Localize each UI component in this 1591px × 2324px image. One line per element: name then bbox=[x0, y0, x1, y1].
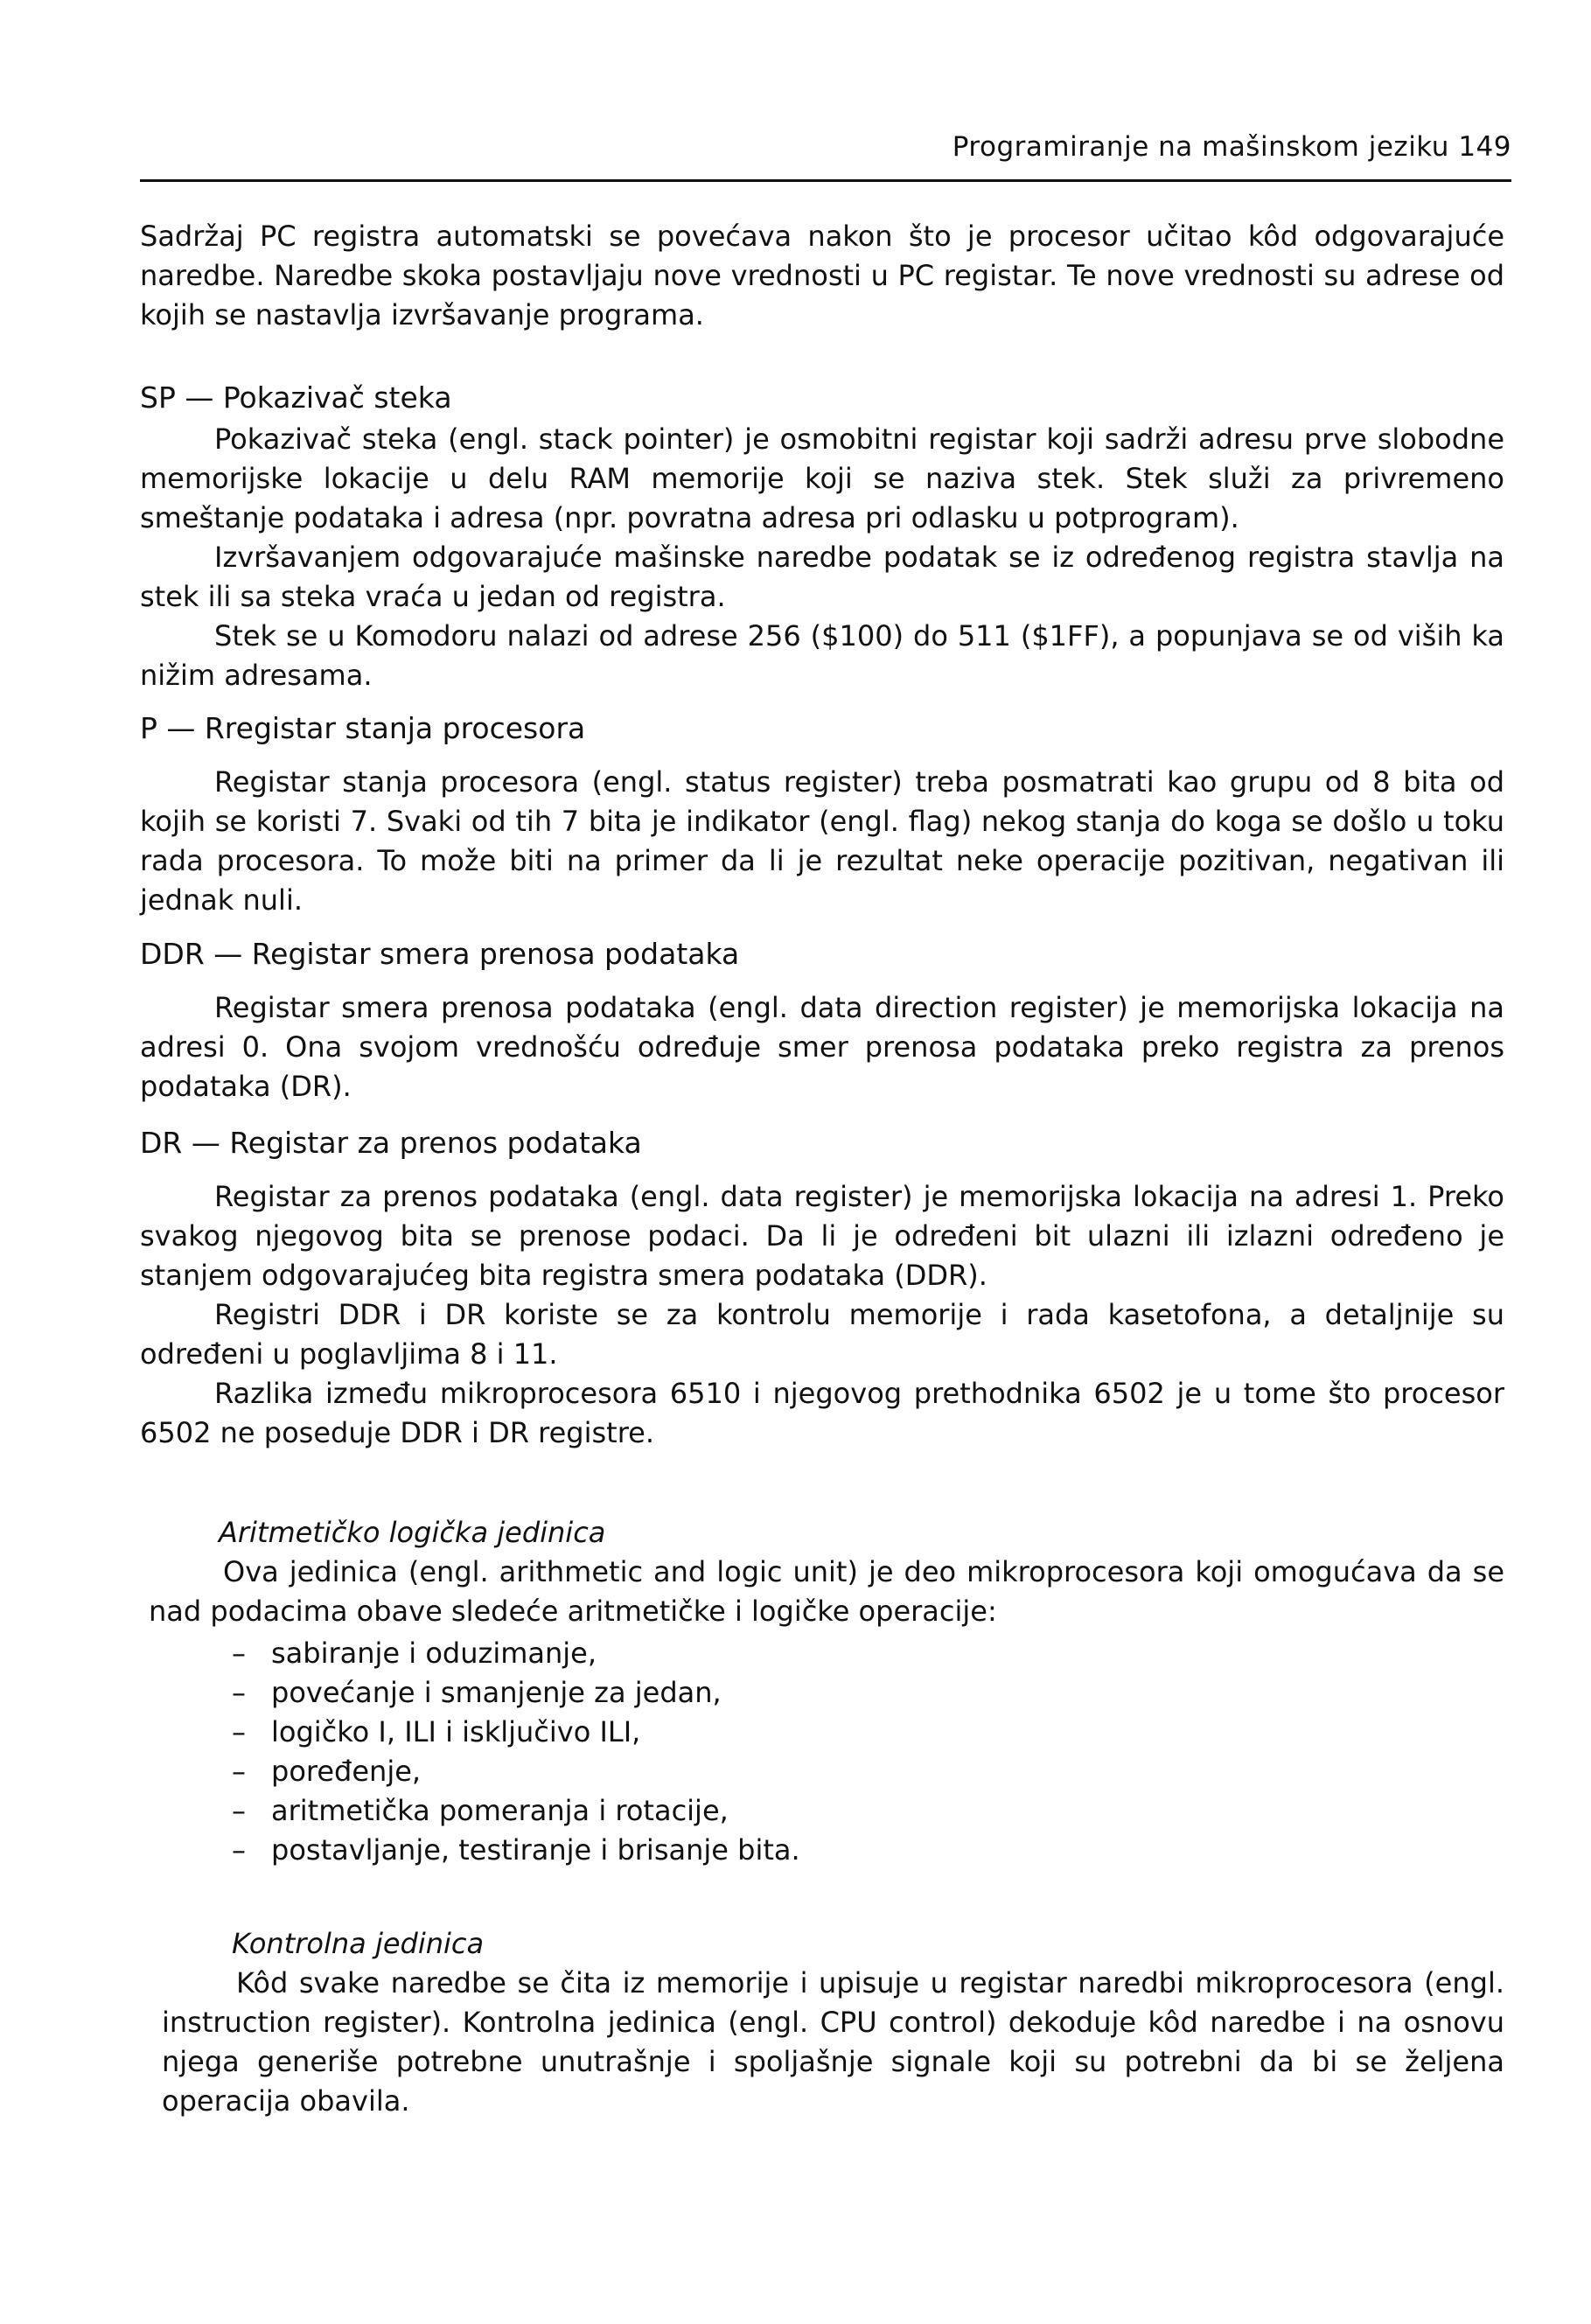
sp-paragraph-3: Stek se u Komodoru nalazi od adrese 256 ($100) do 511 ($1FF), a popunjava se od viših ka nižim adresama. bbox=[140, 619, 1504, 692]
list-item: – sabiranje i oduzimanje, bbox=[232, 1637, 597, 1670]
alu-heading: Aritmetičko logička jedinica bbox=[219, 1516, 606, 1549]
page-header bbox=[140, 131, 1511, 184]
header-title: Programiranje na mašinskom jeziku bbox=[952, 131, 1449, 163]
list-item: – logičko I, ILI i isključivo ILI, bbox=[232, 1715, 641, 1748]
ddr-heading: DDR — Registar smera prenosa podataka bbox=[140, 937, 740, 971]
ddr-paragraph-1: Registar smera prenosa podataka (engl. data direction register) je memorijska lokacija na adresi 0. Ona svojom vrednošću određuje smer prenosa podataka preko registra za prenos podataka (DR). bbox=[140, 991, 1504, 1103]
list-item: – postavljanje, testiranje i brisanje bita. bbox=[232, 1833, 800, 1867]
cu-paragraph-1: Kôd svake naredbe se čita iz memorije i upisuje u registar naredbi mikroprocesora (engl. instruction register). Kontrolna jedinica (engl. CPU control) dekoduje kôd naredbe i na osnovu njega generiše potrebne unutrašnje i spoljašnje signale koji su potrebni da bi se željena operacija obavila. bbox=[162, 1966, 1504, 2118]
cu-section bbox=[162, 1964, 1504, 2121]
p-heading: P — Rregistar stanja procesora bbox=[140, 711, 586, 745]
intro-paragraph: Sadržaj PC registra automatski se povećava nakon što je procesor učitao kôd odgovarajuće naredbe. Naredbe skoka postavljaju nove vrednosti u PC registar. Te nove vrednosti su adrese od kojih se nastavlja izvršavanje programa. bbox=[140, 220, 1504, 332]
header-rule bbox=[140, 179, 1511, 182]
sp-heading: SP — Pokazivač steka bbox=[140, 380, 452, 415]
ddr-section bbox=[140, 988, 1504, 1106]
alu-paragraph-1: Ova jedinica (engl. arithmetic and logic unit) je deo mikroprocesora koji omogućava da se nad podacima obave sledeće aritmetičke i logičke operacije: bbox=[149, 1555, 1504, 1628]
running-header bbox=[953, 131, 1511, 163]
list-item: – povećanje i smanjenje za jedan, bbox=[232, 1676, 722, 1709]
dr-section bbox=[140, 1177, 1504, 1453]
dr-heading: DR — Registar za prenos podataka bbox=[140, 1126, 642, 1160]
sp-paragraph-1: Pokazivač steka (engl. stack pointer) je osmobitni registar koji sadrži adresu prve slobodne memorijske lokacije u delu RAM memorije koji se naziva stek. Stek služi za privremeno smeštanje podataka i adresa (npr. povratna adresa pri odlasku u potprogram). bbox=[140, 422, 1504, 534]
list-item: – poređenje, bbox=[232, 1755, 422, 1788]
dr-paragraph-2: Registri DDR i DR koriste se za kontrolu memorije i rada kasetofona, a detaljnije su određeni u poglavljima 8 i 11. bbox=[140, 1298, 1504, 1371]
p-section bbox=[140, 763, 1504, 920]
page-number: 149 bbox=[1458, 131, 1511, 163]
alu-section bbox=[149, 1553, 1504, 1631]
cu-heading: Kontrolna jedinica bbox=[232, 1927, 485, 1960]
intro-block bbox=[140, 217, 1504, 335]
sp-paragraph-2: Izvršavanjem odgovarajuće mašinske naredbe podatak se iz određenog registra stavlja na stek ili sa steka vraća u jedan od registra. bbox=[140, 541, 1504, 613]
dr-paragraph-3: Razlika između mikroprocesora 6510 i njegovog prethodnika 6502 je u tome što procesor 6502 ne poseduje DDR i DR registre. bbox=[140, 1377, 1504, 1449]
p-paragraph-1: Registar stanja procesora (engl. status register) treba posmatrati kao grupu od 8 bita od kojih se koristi 7. Svaki od tih 7 bita je indikator (engl. flag) nekog stanja do koga se došlo u toku rada procesora. To može biti na primer da li je rezultat neke operacije pozitivan, negativan ili jednak nuli. bbox=[140, 765, 1504, 917]
sp-section bbox=[140, 420, 1504, 695]
list-item: – aritmetička pomeranja i rotacije, bbox=[232, 1794, 729, 1827]
dr-paragraph-1: Registar za prenos podataka (engl. data register) je memorijska lokacija na adresi 1. Preko svakog njegovog bita se prenose podaci. Da li je određeni bit ulazni ili izlazni određeno je stanjem odgovarajućeg bita registra smera podataka (DDR). bbox=[140, 1180, 1504, 1292]
alu-operations-list bbox=[232, 1634, 800, 1870]
